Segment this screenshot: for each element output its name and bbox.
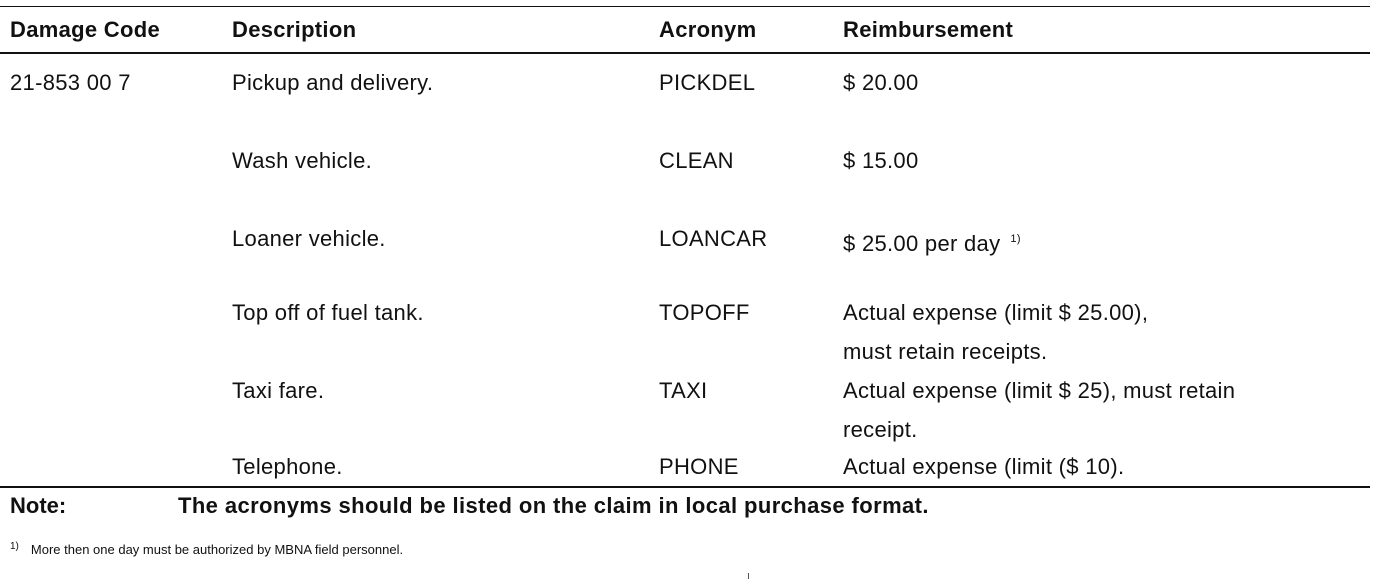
row-1-acronym: PICKDEL: [659, 70, 756, 95]
footnote-marker: 1): [10, 541, 19, 552]
note-label: Note:: [10, 493, 67, 518]
header-reimbursement: Reimbursement: [843, 17, 1014, 42]
row-4-description: Top off of fuel tank.: [232, 300, 424, 325]
row-4-reimbursement-line-2: must retain receipts.: [843, 339, 1048, 364]
row-3-acronym: LOANCAR: [659, 226, 768, 251]
footnote-reference: 1): [1010, 233, 1021, 245]
row-1-damage-code: 21-853 00 7: [10, 70, 131, 95]
footnote-text: More then one day must be authorized by MBNA field personnel.: [30, 542, 404, 557]
row-5-acronym: TAXI: [659, 378, 708, 403]
row-6-description: Telephone.: [232, 454, 343, 479]
note-text: The acronyms should be listed on the claim in local purchase format.: [178, 493, 929, 518]
header-acronym: Acronym: [659, 17, 757, 42]
header-damage-code: Damage Code: [10, 17, 161, 42]
row-6-reimbursement: Actual expense (limit ($ 10).: [843, 454, 1125, 479]
row-3-description: Loaner vehicle.: [232, 226, 386, 251]
row-2-reimbursement: $ 15.00: [843, 148, 919, 173]
table-header-rule: [0, 52, 1370, 54]
table-bottom-rule: [0, 486, 1370, 488]
row-5-reimbursement-line-1: Actual expense (limit $ 25), must retain: [843, 378, 1236, 403]
row-2-description: Wash vehicle.: [232, 148, 373, 173]
row-2-acronym: CLEAN: [659, 148, 734, 173]
row-4-reimbursement-line-1: Actual expense (limit $ 25.00),: [843, 300, 1149, 325]
row-5-description: Taxi fare.: [232, 378, 325, 403]
row-5-reimbursement-line-2: receipt.: [843, 417, 918, 442]
footnote: [10, 541, 403, 557]
row-1-reimbursement: $ 20.00: [843, 70, 919, 95]
table-top-rule: [0, 6, 1370, 7]
row-3-reimbursement: [843, 220, 1021, 263]
row-6-acronym: PHONE: [659, 454, 739, 479]
scan-mark: [748, 573, 749, 579]
row-3-reimbursement-text: $ 25.00 per day: [843, 231, 1001, 256]
header-description: Description: [232, 17, 357, 42]
row-4-acronym: TOPOFF: [659, 300, 750, 325]
row-1-description: Pickup and delivery.: [232, 70, 434, 95]
